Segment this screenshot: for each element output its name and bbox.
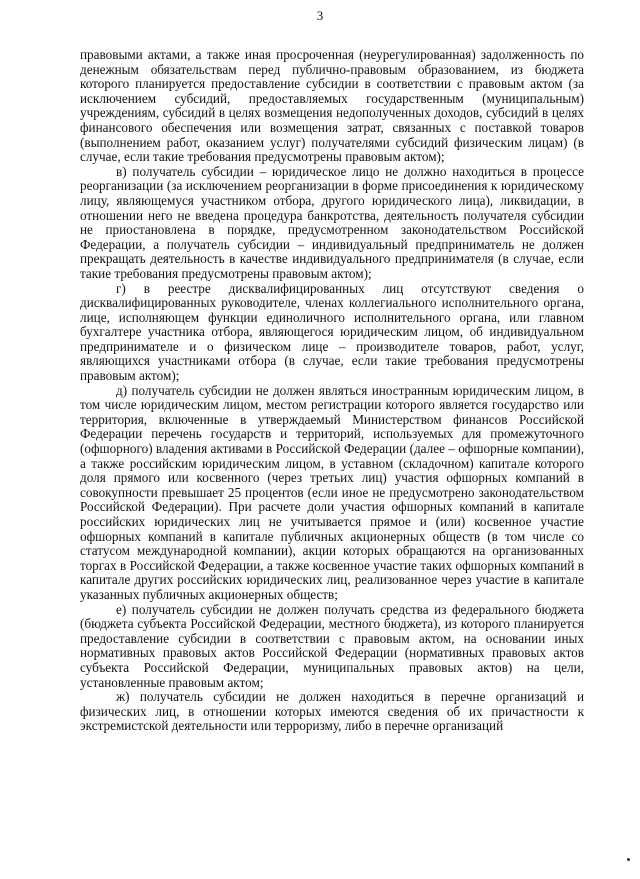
paragraph-continuation: правовыми актами, а также иная просроченная (неурегулированная) задолженность по денежным обязательствам перед публично-правовым образованием, из бюджета которого планируется предоставление субсидии в соответствии с правовым актом (за исключением субсидий, предоставляемых государственным (муниципальным) учреждениям, субсидий в целях возмещения недополученных доходов, субсидий в целях финансового обеспечения или возмещения затрат, связанных с поставкой товаров (выполнением работ, оказанием услуг) получателями субсидий физическим лицам) (в случае, если такие требования предусмотрены правовым актом); [80,47,584,165]
scan-mark [627,858,630,861]
paragraph-zh: ж) получатель субсидии не должен находиться в перечне организаций и физических лиц, в отношении которых имеются сведения об их причастности к экстремистской деятельности или терроризму, либо в перечне организаций [80,689,584,734]
paragraph-d: д) получатель субсидии не должен являться иностранным юридическим лицом, в том числе юридическим лицом, местом регистрации которого является государство или территория, включенные в утверждаемый Министерством финансов Российской Федерации перечень государств и территорий, используемых для промежуточного (офшорного) владения активами в Российской Федерации (далее – офшорные компании), а также российским юридическим лицом, в уставном (складочном) капитале которого доля прямого или косвенного (через третьих лиц) участия офшорных компаний в совокупности превышает 25 процентов (если иное не предусмотрено законодательством Российской Федерации). При расчете доли участия офшорных компаний в капитале российских юридических лиц не учитывается прямое и (или) косвенное участие офшорных компаний в капитале публичных акционерных обществ (в том числе со статусом международной компании), акции которых обращаются на организованных торгах в Российской Федерации, а также косвенное участие таких офшорных компаний в капитале других российских юридических лиц, реализованное через участие в капитале указанных публичных акционерных обществ; [80,382,584,602]
paragraph-e: е) получатель субсидии не должен получать средства из федерального бюджета (бюджета субъекта Российской Федерации, местного бюджета), из которого планируется предоставление субсидии в соответствии с правовым актом, на основании иных нормативных правовых актов Российской Федерации (нормативных правовых актов субъекта Российской Федерации, муниципальных правовых актов) на цели, установленные правовым актом; [80,601,584,690]
page-number: 3 [316,8,324,23]
document-body [80,48,584,734]
paragraph-g: г) в реестре дисквалифицированных лиц отсутствуют сведения о дисквалифицированных руководителе, членах коллегиального исполнительного органа, лице, исполняющем функции единоличного исполнительного органа, или главном бухгалтере участника отбора, являющегося юридическим лицом, об индивидуальном предпринимателе и о физическом лице – производителе товаров, работ, услуг, являющихся участниками отбора (в случае, если такие требования предусмотрены правовым актом); [80,280,584,384]
paragraph-v: в) получатель субсидии – юридическое лицо не должно находиться в процессе реорганизации (за исключением реорганизации в форме присоединения к юридическому лицу, являющемуся участником отбора, другого юридического лица), ликвидации, в отношении него не введена процедура банкротства, деятельность получателя субсидии не приостановлена в порядке, предусмотренном законодательством Российской Федерации, а получатель субсидии – индивидуальный предприниматель не должен прекращать деятельность в качестве индивидуального предпринимателя (в случае, если такие требования предусмотрены правовым актом); [80,163,584,281]
